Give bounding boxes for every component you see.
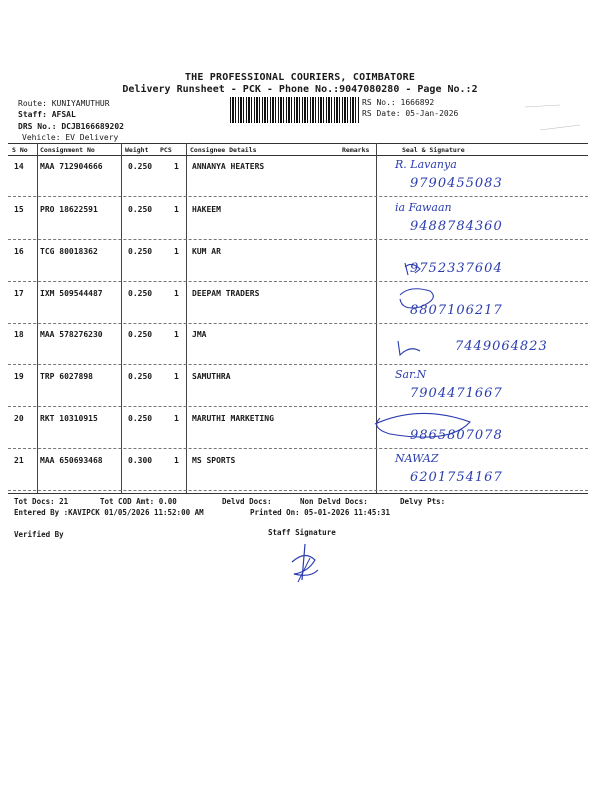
row-weight: 0.250 <box>128 289 153 298</box>
row-weight: 0.250 <box>128 205 153 214</box>
row-signature-name: R. Lavanya <box>395 158 457 171</box>
row-sno: 16 <box>14 247 24 256</box>
col-remarks: Remarks <box>342 146 370 154</box>
row-consignee: HAKEEM <box>192 205 221 214</box>
delivered-docs: Delvd Docs: <box>222 497 272 506</box>
row-weight: 0.250 <box>128 247 153 256</box>
verified-by: Verified By <box>14 530 64 539</box>
row-pcs: 1 <box>174 247 179 256</box>
table-top-rule <box>8 143 588 144</box>
row-signature-phone: 6201754167 <box>410 470 503 485</box>
row-signature-name: NAWAZ <box>395 452 439 465</box>
handwritten-signature-mark <box>0 335 600 380</box>
col-consignment: Consignment No <box>40 146 95 154</box>
rs-number: RS No.: 1666892 <box>362 98 435 107</box>
row-consignment: MAA 712904666 <box>40 162 103 171</box>
row-consignee: ANNANYA HEATERS <box>192 162 265 171</box>
row-sno: 20 <box>14 414 24 423</box>
row-separator <box>8 196 588 197</box>
row-signature-phone: 8807106217 <box>410 303 503 318</box>
entered-by: Entered By :KAVIPCK 01/05/2026 11:52:00 AM <box>14 508 204 517</box>
row-consignee: JMA <box>192 330 207 339</box>
row-weight: 0.250 <box>128 372 153 381</box>
row-consignee: MARUTHI MARKETING <box>192 414 274 423</box>
row-weight: 0.250 <box>128 162 153 171</box>
pen-mark-decoration <box>520 95 590 145</box>
row-separator <box>8 239 588 240</box>
runsheet-subtitle: Delivery Runsheet - PCK - Phone No.:9047080280 - Page No.:2 <box>122 84 478 95</box>
row-weight: 0.250 <box>128 330 153 339</box>
row-consignee: SAMUTHRA <box>192 372 231 381</box>
handwritten-signature-mark <box>0 285 600 330</box>
row-signature-name: ia Fawaan <box>395 201 452 214</box>
col-sno: S No <box>12 146 28 154</box>
staff-signature-label: Staff Signature <box>268 528 336 537</box>
company-title: THE PROFESSIONAL COURIERS, COIMBATORE <box>184 72 416 83</box>
non-delivered-docs: Non Delvd Docs: <box>300 497 368 506</box>
col-consignee: Consignee Details <box>190 146 257 154</box>
barcode <box>230 97 360 123</box>
delivery-points: Delvy Pts: <box>400 497 446 506</box>
table-bottom-rule <box>8 493 588 494</box>
total-cod: Tot COD Amt: 0.00 <box>100 497 177 506</box>
col-pcs: PCS <box>160 146 172 154</box>
vehicle-label: Vehicle: EV Delivery <box>22 133 119 142</box>
row-signature-phone: 9865807078 <box>410 428 503 443</box>
col-seal-signature: Seal & Signature <box>402 146 465 154</box>
row-signature-phone: 9488784360 <box>410 219 503 234</box>
row-pcs: 1 <box>174 330 179 339</box>
row-consignment: PRO 18622591 <box>40 205 98 214</box>
drs-label: DRS No.: DCJB166689202 <box>18 122 124 131</box>
row-consignment: MAA 650693468 <box>40 456 103 465</box>
row-consignee: DEEPAM TRADERS <box>192 289 260 298</box>
row-sno: 17 <box>14 289 24 298</box>
row-pcs: 1 <box>174 205 179 214</box>
table-header-rule <box>8 155 588 156</box>
row-signature-phone: 7904471667 <box>410 386 503 401</box>
row-consignment: MAA 578276230 <box>40 330 103 339</box>
row-sno: 14 <box>14 162 24 171</box>
row-signature-name: Sar.N <box>395 368 427 381</box>
row-sno: 21 <box>14 456 24 465</box>
row-consignment: TCG 80018362 <box>40 247 98 256</box>
row-consignment: IXM 509544487 <box>40 289 103 298</box>
row-consignment: TRP 6027898 <box>40 372 93 381</box>
row-consignment: RKT 10310915 <box>40 414 98 423</box>
staff-label: Staff: AFSAL <box>18 110 76 119</box>
total-docs: Tot Docs: 21 <box>14 497 69 506</box>
row-sno: 19 <box>14 372 24 381</box>
row-pcs: 1 <box>174 289 179 298</box>
row-pcs: 1 <box>174 162 179 171</box>
row-pcs: 1 <box>174 456 179 465</box>
rs-date: RS Date: 05-Jan-2026 <box>362 109 459 118</box>
row-sno: 15 <box>14 205 24 214</box>
row-sno: 18 <box>14 330 24 339</box>
handwritten-signature-mark <box>0 404 600 449</box>
row-consignee: KUM AR <box>192 247 221 256</box>
col-weight: Weight <box>125 146 149 154</box>
row-separator <box>8 490 588 491</box>
row-signature-phone: 9790455083 <box>410 176 503 191</box>
staff-signature <box>280 540 330 590</box>
printed-on: Printed On: 05-01-2026 11:45:31 <box>250 508 390 517</box>
row-consignee: MS SPORTS <box>192 456 236 465</box>
route-label: Route: KUNIYAMUTHUR <box>18 99 110 108</box>
row-pcs: 1 <box>174 372 179 381</box>
row-weight: 0.300 <box>128 456 153 465</box>
row-signature-phone: 9752337604 <box>410 261 503 276</box>
row-weight: 0.250 <box>128 414 153 423</box>
row-signature-phone: 7449064823 <box>455 339 548 354</box>
row-pcs: 1 <box>174 414 179 423</box>
